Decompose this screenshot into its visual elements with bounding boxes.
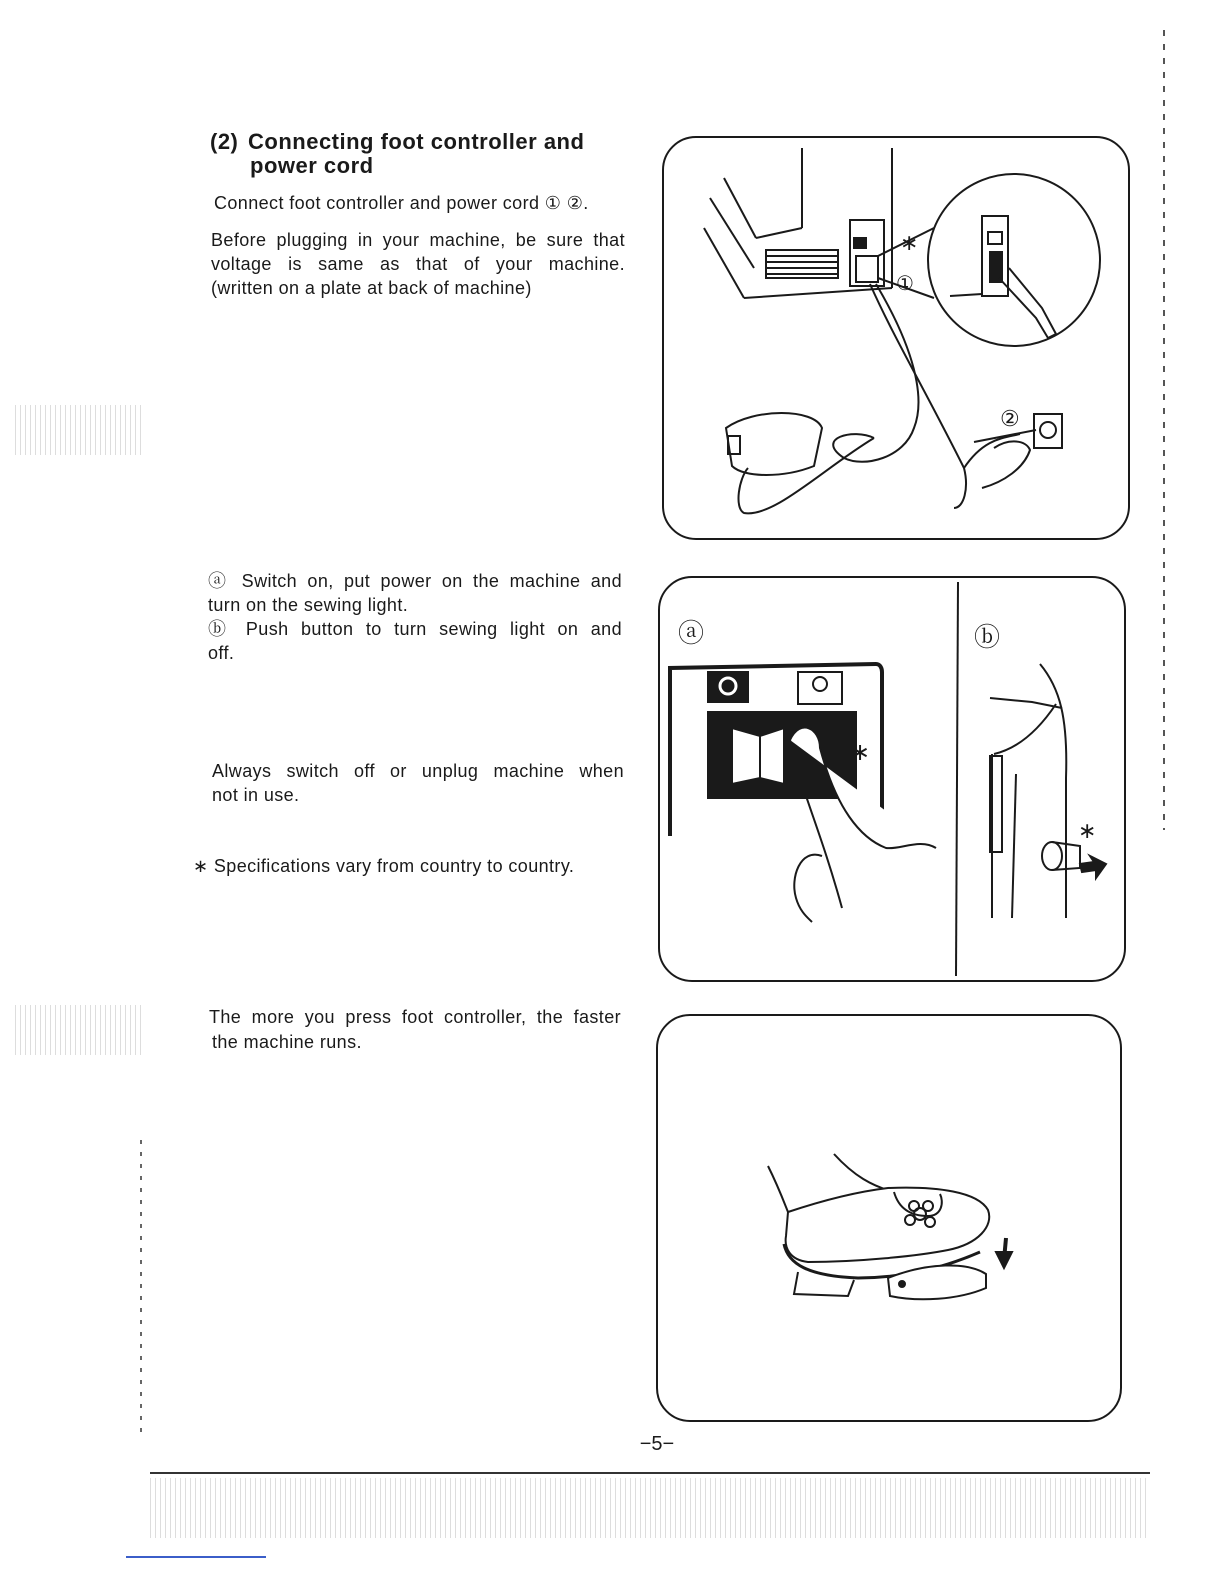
scan-edge-right	[1163, 30, 1165, 830]
foot-illustration	[658, 1016, 1120, 1420]
speed-line1: The more you press foot controller, the faster	[209, 1007, 621, 1027]
switch-b-line1: ⓑ Push button to turn sewing light on and	[208, 619, 622, 639]
section-heading	[210, 130, 630, 178]
voltage-line2: voltage is same as that of your machine.	[211, 254, 625, 274]
switch-a-line2: turn on the sewing light.	[208, 595, 409, 615]
connect-instruction: Connect foot controller and power cord ① ②.	[214, 193, 589, 213]
marker-1: ①	[896, 273, 914, 295]
voltage-line3: (written on a plate at back of machine)	[211, 278, 532, 298]
asterisk-a: ∗	[850, 739, 871, 766]
figure-foot-controller	[656, 1014, 1122, 1422]
scan-noise-left-lower	[15, 1005, 143, 1055]
section-number: (2)	[210, 129, 239, 154]
page-number: −5−	[639, 1433, 675, 1455]
asterisk-marker: ∗	[900, 230, 919, 255]
specifications-note: ∗ Specifications vary from country to country.	[193, 856, 575, 876]
warning-line1: Always switch off or unplug machine when	[212, 761, 624, 781]
figure-switch	[658, 576, 1126, 982]
scan-edge-left	[140, 1140, 142, 1440]
warning-line2: not in use.	[212, 785, 300, 805]
marker-2: ②	[1000, 406, 1020, 431]
blue-underline	[126, 1556, 266, 1558]
section-title-line2: power cord	[250, 153, 374, 178]
connection-illustration	[664, 138, 1128, 538]
scan-noise-bottom	[150, 1478, 1150, 1538]
speed-line2: the machine runs.	[212, 1032, 362, 1052]
label-a: ⓐ	[678, 618, 705, 648]
switch-b-line2: off.	[208, 643, 235, 663]
section-title-line1: Connecting foot controller and	[248, 129, 585, 154]
scan-noise-left-upper	[15, 405, 143, 455]
asterisk-b: ∗	[1078, 818, 1097, 843]
label-b: ⓑ	[974, 622, 1001, 652]
page-bottom-rule	[150, 1472, 1150, 1474]
voltage-line1: Before plugging in your machine, be sure that	[211, 230, 625, 250]
figure-connection	[662, 136, 1130, 540]
switch-a-line1: ⓐ Switch on, put power on the machine and	[208, 571, 622, 591]
switch-illustration	[660, 578, 1124, 980]
